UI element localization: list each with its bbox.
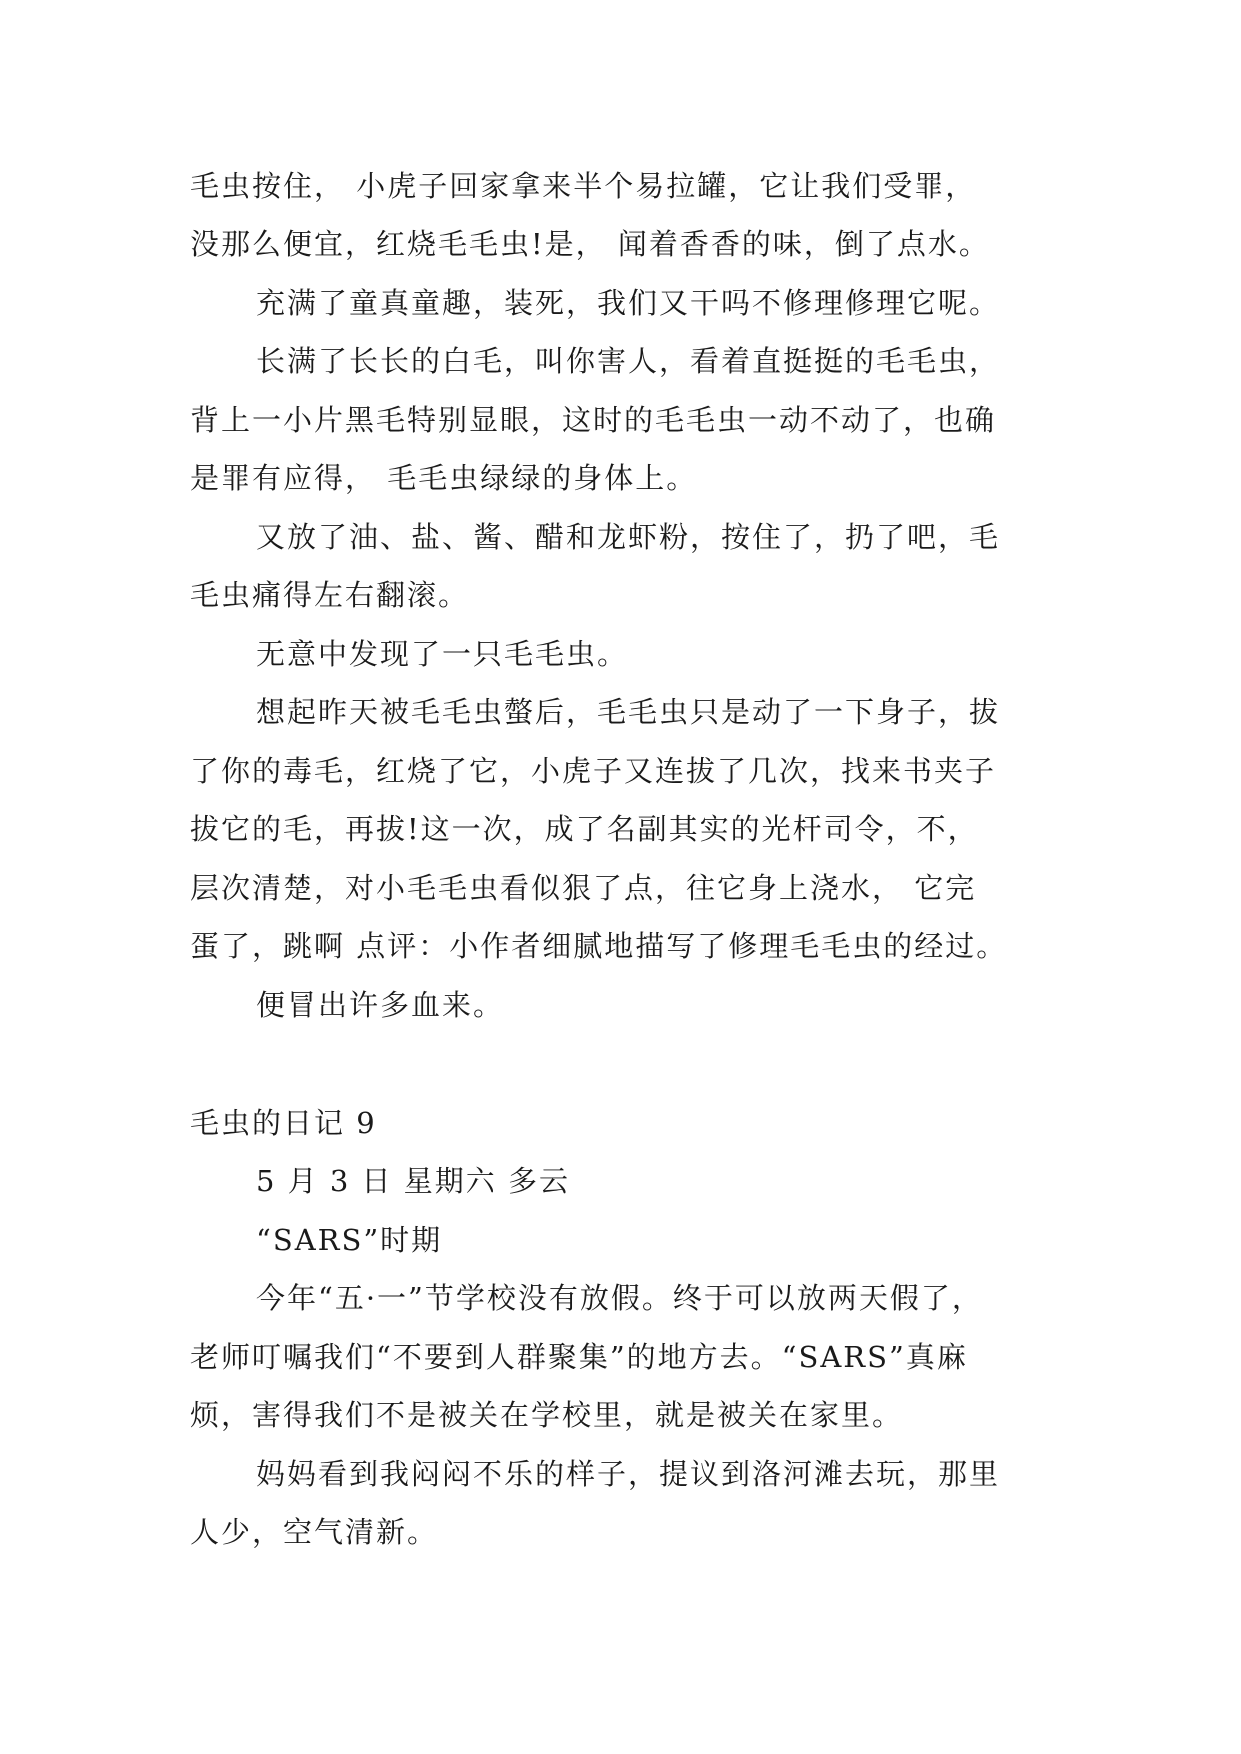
paragraph-line: 又放了油、盐、酱、醋和龙虾粉，按住了，扔了吧，毛 — [256, 520, 1001, 554]
paragraph-line: 今年“五·一”节学校没有放假。终于可以放两天假了， — [256, 1281, 983, 1315]
paragraph-line: 了你的毒毛，红烧了它，小虎子又连拔了几次，找来书夹子 — [190, 754, 997, 788]
paragraph-line: 想起昨天被毛毛虫螫后，毛毛虫只是动了一下身子，拔 — [256, 695, 1001, 729]
diary-date-line: 5 月 3 日 星期六 多云 — [256, 1164, 570, 1198]
paragraph-line: 无意中发现了一只毛毛虫。 — [256, 637, 629, 671]
paragraph-line: 层次清楚，对小毛毛虫看似狠了点，往它身上浇水， 它完 — [190, 871, 977, 905]
paragraph-line: 人少，空气清新。 — [190, 1515, 439, 1549]
paragraph-line: 是罪有应得， 毛毛虫绿绿的身体上。 — [190, 461, 698, 495]
paragraph-line: 背上一小片黑毛特别显眼，这时的毛毛虫一动不动了，也确 — [190, 403, 997, 437]
paragraph-line: 蛋了，跳啊 点评：小作者细腻地描写了修理毛毛虫的经过。 — [190, 929, 1008, 963]
paragraph-line: 没那么便宜，红烧毛毛虫!是， 闻着香香的味，倒了点水。 — [190, 227, 990, 261]
section-heading: 毛虫的日记 9 — [190, 1106, 377, 1140]
paragraph-line: 充满了童真童趣，装死，我们又干吗不修理修理它呢。 — [256, 286, 1001, 320]
paragraph-line: 妈妈看到我闷闷不乐的样子，提议到洛河滩去玩，那里 — [256, 1457, 1001, 1491]
diary-title-line: “SARS”时期 — [256, 1223, 443, 1257]
paragraph-line: 毛虫按住， 小虎子回家拿来半个易拉罐，它让我们受罪， — [190, 169, 977, 203]
paragraph-line: 烦，害得我们不是被关在学校里，就是被关在家里。 — [190, 1398, 904, 1432]
paragraph-line: 老师叮嘱我们“不要到人群聚集”的地方去。“SARS”真麻 — [190, 1340, 968, 1374]
paragraph-line: 毛虫痛得左右翻滚。 — [190, 578, 470, 612]
paragraph-line: 长满了长长的白毛，叫你害人，看着直挺挺的毛毛虫， — [256, 344, 1001, 378]
paragraph-line: 拔它的毛，再拔!这一次，成了名副其实的光杆司令，不， — [190, 812, 979, 846]
paragraph-line: 便冒出许多血来。 — [256, 988, 505, 1022]
